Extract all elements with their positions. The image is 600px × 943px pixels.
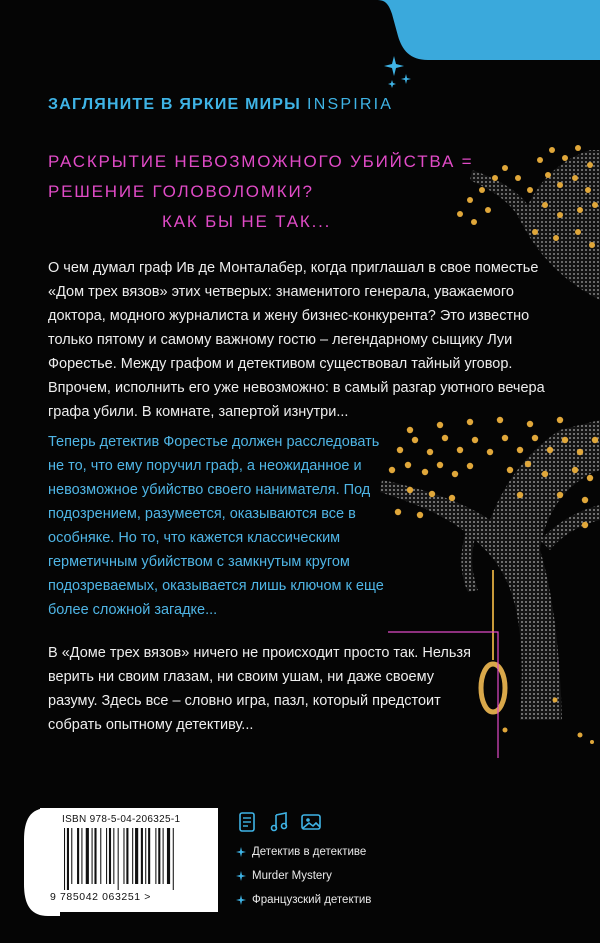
music-note-icon [268, 811, 290, 833]
sparkle-bullet-icon [236, 871, 246, 881]
book-icon [236, 811, 258, 833]
genre-label: Детектив в детективе [252, 846, 367, 858]
genre-item [236, 840, 371, 864]
brand-name: INSPIRIA [307, 96, 394, 113]
isbn-label: ISBN 978-5-04-206325-1 [62, 814, 181, 825]
hook-line-3: КАК БЫ НЕ ТАК... [162, 212, 332, 231]
genre-item [236, 888, 371, 912]
image-icon [300, 811, 322, 833]
genre-list [236, 840, 371, 912]
hook-line-1: РАСКРЫТИЕ НЕВОЗМОЖНОГО УБИЙСТВА = [48, 152, 474, 171]
barcode-bars [62, 828, 212, 890]
genre-item [236, 864, 371, 888]
sparkle-bullet-icon [236, 895, 246, 905]
publisher-slogan [48, 96, 393, 114]
genre-label: Murder Mystery [252, 870, 332, 882]
sparkle-bullet-icon [236, 847, 246, 857]
barcode [40, 808, 218, 912]
hook-line-2: РЕШЕНИЕ ГОЛОВОЛОМКИ? [48, 182, 314, 201]
format-icons [236, 811, 322, 833]
blurb-paragraph-2: Теперь детектив Форестье должен расследовать не то, что ему поручил граф, а неожиданное и невозможное убийство своего нанимателя. Под подозрением, разумеется, оказываются все в особняке. Но то, что кажется классическим герметичным убийством с замкнутым кругом подозреваемых, оказывается лишь ключом к еще более сложной загадке... [48, 434, 384, 618]
blurb-paragraph-3: В «Доме трех вязов» ничего не происходит просто так. Нельзя верить ни своим глазам, ни своим ушам, ни даже своему разуму. Здесь все – словно игра, пазл, который предстоит собрать опытному детективу... [48, 645, 471, 733]
blurb-paragraph-1: О чем думал граф Ив де Монталабер, когда приглашал в свое поместье «Дом трех вязов» этих четверых: знаменитого генерала, уважаемого доктора, модного журналиста и жену бизнес-конкурента? Это известно только пятому и самому важному гостю – легендарному сыщику Луи Форестье. Между графом и детективом существовал тайный уговор. Впрочем, исполнить его уже невозможно: в самый разгар уютного вечера графа убили. В комнате, запертой изнутри... [48, 260, 545, 420]
genre-label: Французский детектив [252, 894, 372, 906]
slogan-text: ЗАГЛЯНИТЕ В ЯРКИЕ МИРЫ [48, 96, 302, 113]
barcode-digits: 9 785042 063251 > [50, 891, 151, 903]
pink-frame-decoration [388, 630, 508, 760]
